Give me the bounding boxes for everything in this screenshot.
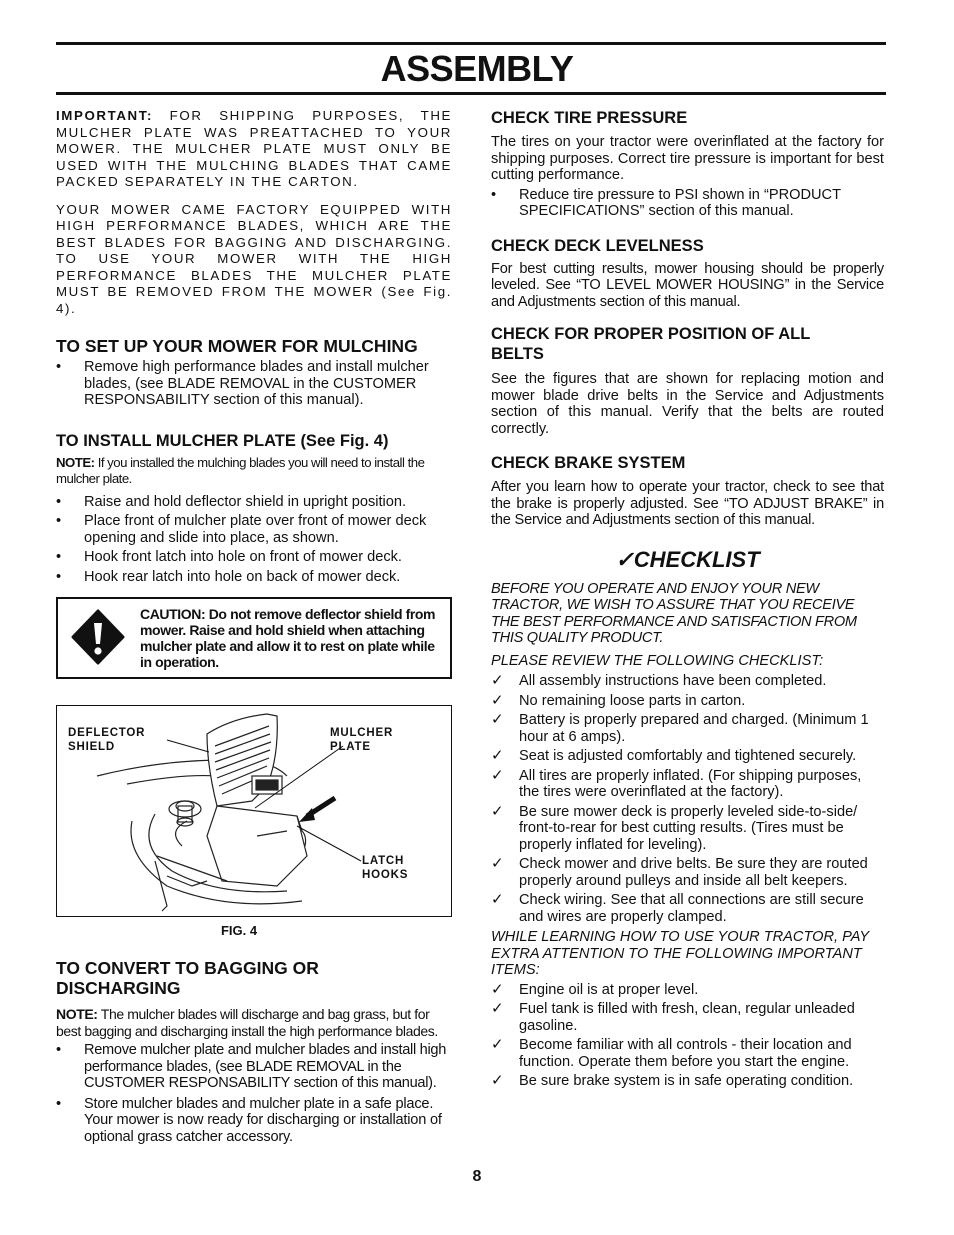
checklist-item: ✓ Check wiring. See that all connections are still secure and wires are properly clamped. [491, 891, 864, 925]
checklist-title: ✓CHECKLIST [615, 546, 760, 572]
check-icon: ✓ [491, 855, 504, 872]
brake-system-heading: CHECK BRAKE SYSTEM [491, 454, 686, 472]
checklist-item: ✓ Fuel tank is filled with fresh, clean, regular unleaded gasoline. [491, 1000, 855, 1034]
convert-note [56, 1006, 452, 1039]
list-item: • Raise and hold deflector shield in upright position. [56, 494, 452, 511]
left-column [56, 108, 452, 1145]
belts-heading: CHECK FOR PROPER POSITION OF ALL BELTS [491, 325, 811, 363]
checklist-item: ✓ Check mower and drive belts. Be sure they are routed properly around pulleys and inside all belt keepers. [491, 855, 868, 889]
note-label: NOTE: [56, 454, 95, 470]
check-icon: ✓ [491, 711, 504, 728]
list-item: • Reduce tire pressure to PSI shown in “PRODUCT SPECIFICATIONS” section of this manual. [491, 187, 884, 220]
deflector-shield-label: DEFLECTOR SHIELD [68, 727, 146, 753]
page-title: ASSEMBLY [380, 48, 574, 89]
figure-4 [56, 705, 452, 917]
checklist-review: PLEASE REVIEW THE FOLLOWING CHECKLIST: [491, 652, 824, 669]
learning-items [491, 982, 884, 1090]
top-rule [56, 42, 886, 45]
tire-bullets [491, 187, 884, 220]
install-mulcher-heading: TO INSTALL MULCHER PLATE (See Fig. 4) [56, 431, 389, 450]
checklist-item: ✓ No remaining loose parts in carton. [491, 691, 746, 709]
deck-levelness-text: For best cutting results, mower housing should be properly leveled. See “TO LEVEL MOWER HOUSING” in the Service and Adjustments section of this manual. [491, 260, 884, 310]
caution-box [56, 597, 452, 679]
checklist-item: ✓ Battery is properly prepared and charged. (Minimum 1 hour at 6 amps). [491, 711, 869, 745]
checklist-items [491, 673, 884, 925]
checklist-item: ✓ Become familiar with all controls - their location and function. Operate them before you start the engine. [491, 1036, 852, 1070]
deck-levelness-heading: CHECK DECK LEVELNESS [491, 236, 704, 255]
right-column [491, 108, 884, 1093]
belts-text: See the figures that are shown for replacing motion and mower blade drive belts in the Service and Adjustments section of this manual. Verify that the belts are routed correctly. [491, 371, 884, 437]
check-icon: ✓ [491, 691, 504, 709]
convert-bullets [56, 1042, 452, 1145]
check-icon: ✓ [491, 802, 504, 820]
important-text: FOR SHIPPING PURPOSES, THE MULCHER PLATE WAS PREATTACHED TO YOUR MOWER. THE MULCHER PLATE MUST ONLY BE USED WITH THE MULCHING BLADES THAT CAME PACKED SEPARATELY IN THE CARTON. [56, 108, 452, 189]
install-note-text: If you installed the mulching blades you will need to install the mulcher plate. [56, 454, 425, 486]
list-item: • Remove mulcher plate and mulcher blades and install high performance blades, (see BLADE REMOVAL in the CUSTOMER RESPONSABILITY section of this manual). [56, 1042, 452, 1092]
checklist-item: ✓ All assembly instructions have been completed. [491, 672, 827, 689]
caution-text: CAUTION: Do not remove deflector shield from mower. Raise and hold shield when attaching mulcher plate and allow it to rest on plate while in operation. [140, 606, 436, 670]
important-label: IMPORTANT: [56, 108, 154, 123]
latch-hooks-label: LATCH HOOKS [362, 855, 409, 881]
check-icon: ✓ [491, 1036, 504, 1053]
mulcher-plate-label: MULCHER PLATE [330, 727, 394, 753]
important-notice [56, 108, 452, 191]
checklist-item: ✓ Engine oil is at proper level. [491, 980, 699, 998]
list-item: • Hook front latch into hole on front of mower deck. [56, 549, 452, 566]
note-label: NOTE: [56, 1006, 98, 1022]
check-icon: ✓ [491, 1000, 504, 1017]
tire-pressure-text: The tires on your tractor were overinflated at the factory for shipping purposes. Correct tire pressure is important for best cutting performance. [491, 134, 884, 183]
checklist-item: ✓ Be sure mower deck is properly leveled side-to-side/ front-to-rear for best cutting results. (Tires must be properly inflated for leveling). [491, 802, 858, 853]
checklist-item: ✓ Seat is adjusted comfortably and tightened securely. [491, 747, 857, 764]
list-item: • Place front of mulcher plate over front of mower deck opening and slide into place, as shown. [56, 513, 452, 546]
check-icon: ✓ [491, 766, 504, 784]
setup-bullets [56, 359, 452, 409]
list-item: • Store mulcher blades and mulcher plate in a safe place. Your mower is now ready for discharging or installation of optional grass catcher accessory. [56, 1096, 452, 1146]
brake-system-text: After you learn how to operate your tractor, check to see that the brake is properly adjusted. See “TO ADJUST BRAKE” in the Service and Adjustments section of this manual. [491, 479, 884, 528]
warning-icon [71, 609, 125, 665]
check-icon: ✓ [491, 1072, 504, 1089]
convert-note-text: The mulcher blades will discharge and bag grass, but for best bagging and discharging install the high performance blades. [56, 1006, 438, 1039]
checklist-intro: BEFORE YOU OPERATE AND ENJOY YOUR NEW TRACTOR, WE WISH TO ASSURE THAT YOU RECEIVE THE BEST PERFORMANCE AND SATISFACTION FROM THIS QUALITY PRODUCT. [491, 580, 857, 646]
tire-pressure-heading: CHECK TIRE PRESSURE [491, 109, 688, 127]
install-note [56, 455, 452, 488]
page-number: 8 [472, 1168, 482, 1185]
list-item: • Hook rear latch into hole on back of mower deck. [56, 569, 452, 586]
check-icon: ✓ [491, 672, 504, 689]
learning-intro: WHILE LEARNING HOW TO USE YOUR TRACTOR, PAY EXTRA ATTENTION TO THE FOLLOWING IMPORTANT ITEMS: [491, 929, 869, 978]
factory-blades-notice: YOUR MOWER CAME FACTORY EQUIPPED WITH HIGH PERFORMANCE BLADES, WHICH ARE THE BEST BLADES FOR BAGGING AND DISCHARGING. TO USE YOUR MOWER WITH THE HIGH PERFORMANCE BLADES THE MULCHER PLATE MUST BE REMOVED FROM THE MOWER (See Fig. 4). [56, 201, 452, 316]
title-underline [56, 92, 886, 95]
convert-heading: TO CONVERT TO BAGGING OR DISCHARGING [56, 958, 319, 998]
install-bullets [56, 494, 452, 586]
setup-mulching-heading: TO SET UP YOUR MOWER FOR MULCHING [56, 336, 418, 356]
list-item: • Remove high performance blades and install mulcher blades, (see BLADE REMOVAL in the CUSTOMER RESPONSABILITY section of this manual). [56, 359, 452, 409]
figure-caption: FIG. 4 [220, 923, 258, 938]
checklist-item: ✓ All tires are properly inflated. (For shipping purposes, the tires were overinflated at the factory). [491, 766, 862, 800]
checklist-item: ✓ Be sure brake system is in safe operating condition. [491, 1072, 854, 1089]
check-icon: ✓ [491, 891, 504, 908]
check-icon: ✓ [491, 980, 504, 998]
check-icon: ✓ [491, 747, 504, 764]
